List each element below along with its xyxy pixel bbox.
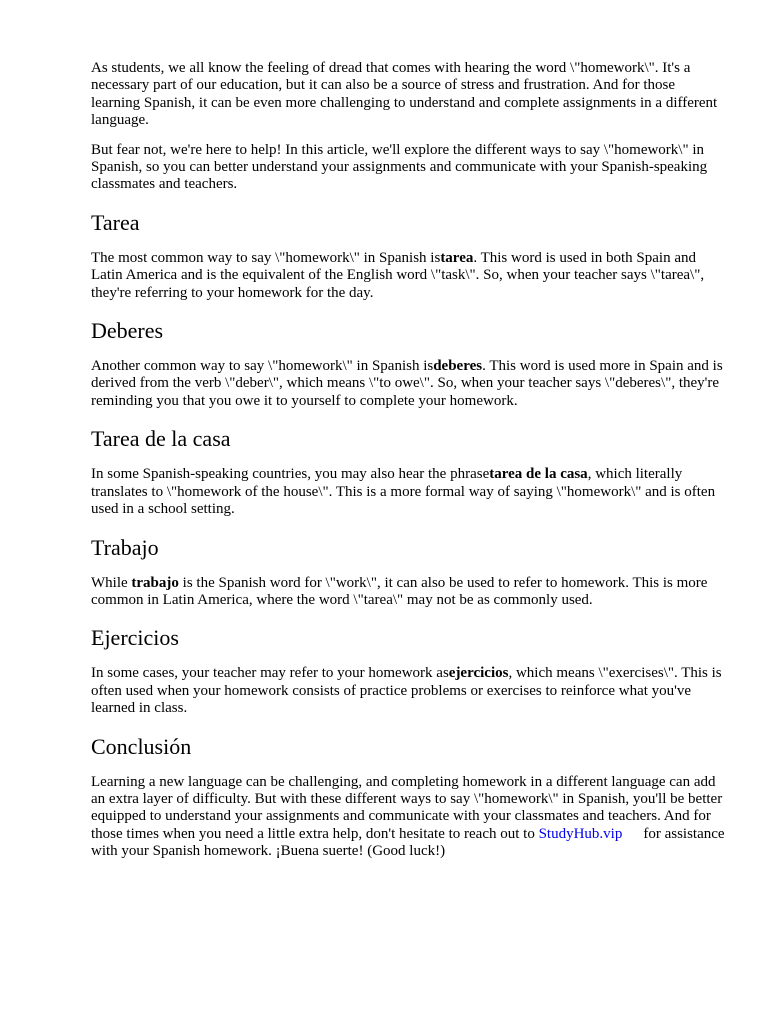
heading-conclusion: Conclusión: [91, 733, 192, 759]
paragraph-conclusion: [91, 774, 727, 861]
heading-trabajo: Trabajo: [91, 534, 159, 560]
heading-deberes: Deberes: [91, 318, 164, 344]
paragraph-ejercicios: [91, 665, 727, 717]
paragraph-conclusion-after-link: for assistance with your Spanish homework. ¡Buena suerte! (Good luck!): [91, 825, 725, 860]
paragraph-trabajo-before: While: [91, 574, 132, 591]
paragraph-tarea-de-la-casa-after: , which literally translates to \"homework of the house\". This is a more formal way of saying \"homework\" and is often used in a school setting.: [91, 466, 716, 518]
paragraph-tarea: [91, 250, 727, 302]
intro-paragraph-1: As students, we all know the feeling of dread that comes with hearing the word \"homework\". It's a necessary part of our education, but it can also be a source of stress and frustration. And for those learning Spanish, it can be even more challenging to understand and complete assignments in a different language.: [91, 60, 718, 129]
document-page: [91, 60, 727, 877]
term-tarea-de-la-casa: tarea de la casa: [489, 466, 588, 483]
paragraph-tarea-after: . This word is used in both Spain and Latin America and is the equivalent of the English word \"task\". So, when your teacher says \"tarea\", they're referring to your homework for the day.: [91, 249, 705, 301]
paragraph-tarea-de-la-casa-before: In some Spanish-speaking countries, you may also hear the phrase: [91, 466, 490, 483]
term-ejercicios: ejercicios: [448, 665, 509, 682]
heading-tarea-de-la-casa: Tarea de la casa: [91, 426, 231, 452]
paragraph-trabajo-after: is the Spanish word for \"work\", it can also be used to refer to homework. This is more common in Latin America, where the word \"tarea\" may not be as commonly used.: [91, 574, 708, 608]
intro-paragraph-2: But fear not, we're here to help! In this article, we'll explore the different ways to say \"homework\" in Spanish, so you can better understand your assignments and communicate with your Spanish-speaking classmates and teachers.: [91, 141, 708, 193]
studyhub-link[interactable]: StudyHub.vip: [538, 825, 623, 842]
paragraph-trabajo: [91, 575, 727, 610]
heading-ejercicios: Ejercicios: [91, 625, 179, 651]
term-deberes: deberes: [433, 358, 483, 375]
paragraph-deberes: [91, 358, 727, 410]
heading-tarea: Tarea: [91, 209, 140, 235]
paragraph-deberes-before: Another common way to say \"homework\" in Spanish is: [91, 358, 434, 375]
paragraph-conclusion-text: Learning a new language can be challenging, and completing homework in a different language can add an extra layer of difficulty. But with these different ways to say \"homework\" in Spanish, you'll be better equipped to understand your assignments and communicate with your classmates and teachers. And for those times when you need a little extra help, don't hesitate to reach out to: [91, 773, 723, 842]
paragraph-deberes-after: . This word is used more in Spain and is derived from the verb \"deber\", which means \"to owe\". So, when your teacher says \"deberes\", they're reminding you that you owe it to yourself to complete your homework.: [91, 358, 723, 409]
paragraph-ejercicios-after: , which means \"exercises\". This is often used when your homework consists of practice problems or exercises to reinforce what you've learned in class.: [91, 665, 722, 717]
paragraph-tarea-before: The most common way to say \"homework\" in Spanish is: [91, 249, 441, 266]
term-tarea: tarea: [440, 249, 474, 266]
paragraph-tarea-de-la-casa: [91, 466, 727, 518]
paragraph-ejercicios-before: In some cases, your teacher may refer to your homework as: [91, 665, 449, 682]
term-trabajo: trabajo: [131, 574, 179, 591]
